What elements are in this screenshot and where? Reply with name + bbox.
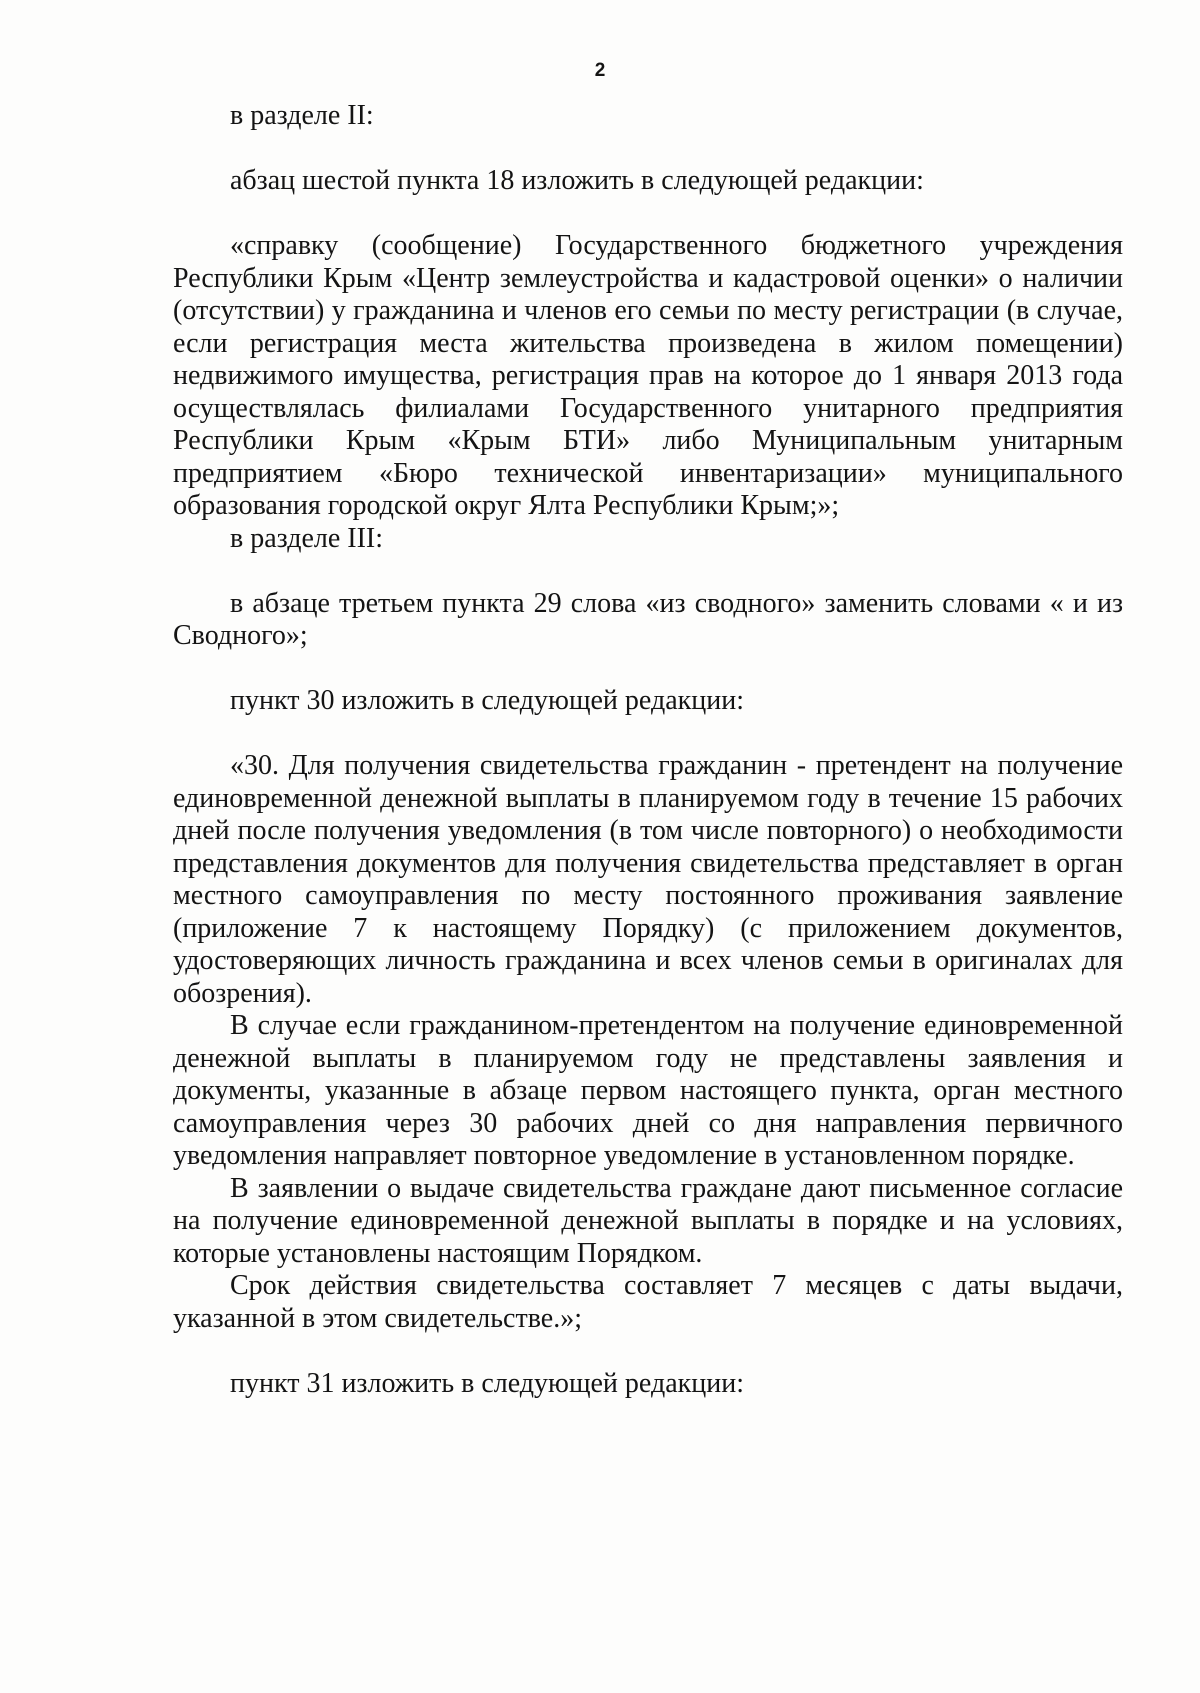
point-30-paragraph-1: «30. Для получения свидетельства гражданин - претендент на получение единовременной денежной выплаты в планируемом году в течение 15 рабочих дней после получения уведомления (в том числе повторного) о необходимости представления документов для получения свидетельства представляет в орган местного самоуправления по месту постоянного проживания заявление (приложение 7 к настоящему Порядку) (с приложением документов, удостоверяющих личность гражданина и всех членов семьи в оригиналах для обозрения). <box>173 750 1123 1009</box>
instruction-point-18: абзац шестой пункта 18 изложить в следующей редакции: <box>230 165 924 196</box>
page-number: 2 <box>594 60 606 81</box>
document-body <box>173 100 1123 1400</box>
point-30-paragraph-4: Срок действия свидетельства составляет 7 месяцев с даты выдачи, указанной в этом свидетельстве.»; <box>173 1270 1123 1334</box>
quote-point-18: «справку (сообщение) Государственного бюджетного учреждения Республики Крым «Центр землеустройства и кадастровой оценки» о наличии (отсутствии) у гражданина и членов его семьи по месту регистрации (в случае, если регистрация места жительства произведена в жилом помещении) недвижимого имущества, регистрация прав на которое до 1 января 2013 года осуществлялась филиалами Государственного унитарного предприятия Республики Крым «Крым БТИ» либо Муниципальным унитарным предприятием «Бюро технической инвентаризации» муниципального образования городской округ Ялта Республики Крым;»; <box>173 230 1123 521</box>
point-30-paragraph-2: В случае если гражданином-претендентом на получение единовременной денежной выплаты в планируемом году не представлены заявления и документы, указанные в абзаце первом настоящего пункта, орган местного самоуправления через 30 рабочих дней со дня направления первичного уведомления направляет повторное уведомление в установленном порядке. <box>173 1010 1123 1171</box>
instruction-point-30: пункт 30 изложить в следующей редакции: <box>230 685 744 716</box>
section-3-heading: в разделе III: <box>230 522 384 554</box>
instruction-point-29: в абзаце третьем пункта 29 слова «из сводного» заменить словами « и из Сводного»; <box>173 587 1123 651</box>
section-2-heading: в разделе II: <box>230 100 374 131</box>
point-30-paragraph-3: В заявлении о выдаче свидетельства граждане дают письменное согласие на получение единовременной денежной выплаты в порядке и на условиях, которые установлены настоящим Порядком. <box>173 1172 1123 1269</box>
instruction-point-31: пункт 31 изложить в следующей редакции: <box>230 1367 744 1399</box>
